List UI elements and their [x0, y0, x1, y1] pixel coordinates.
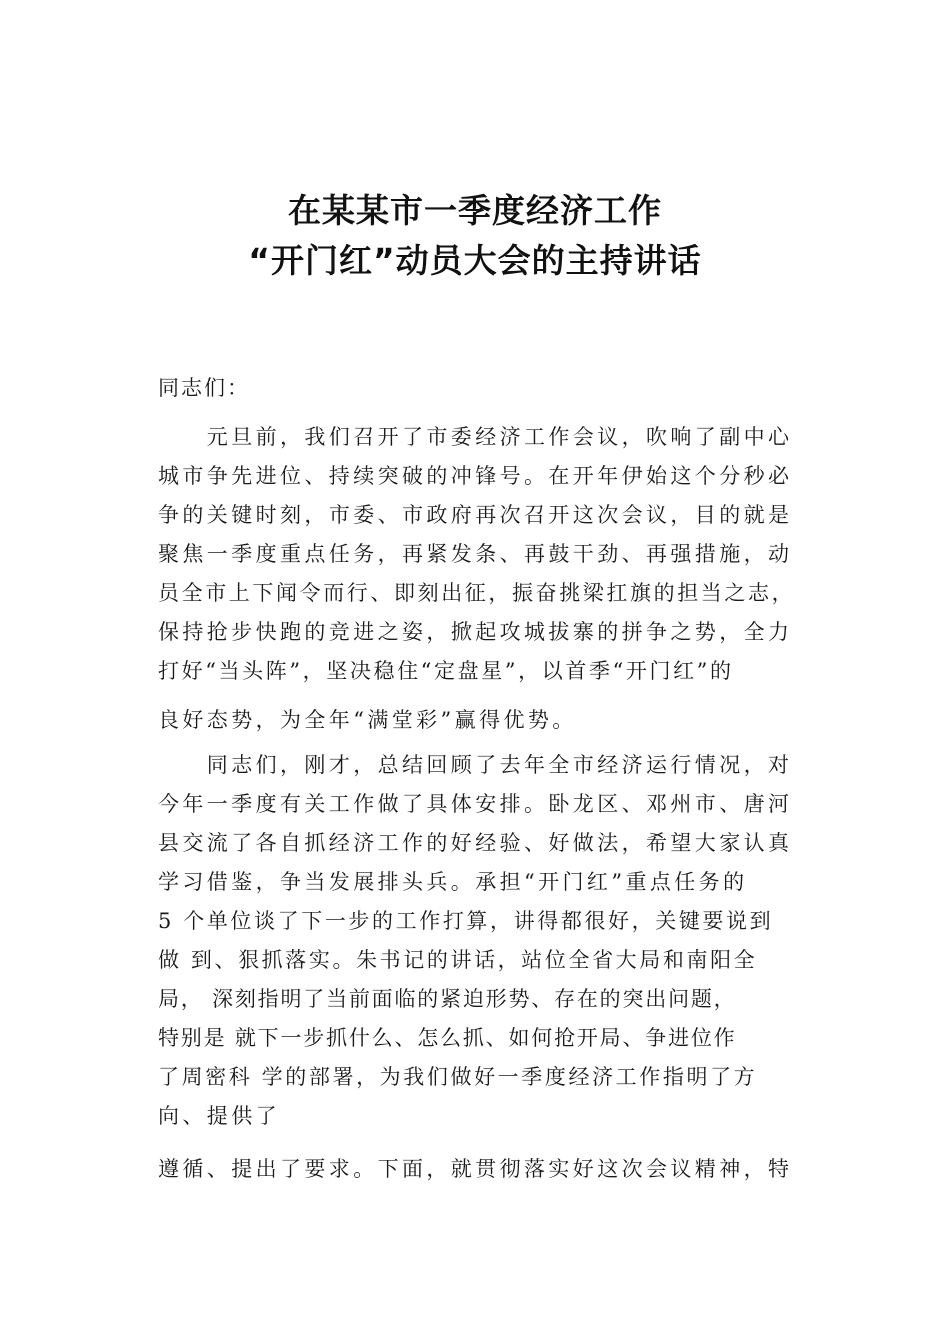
paragraph-line: 遵循、提出了要求。下面，就贯彻落实好这次会议精神，特	[158, 1157, 793, 1181]
paragraph-line: 了周密科 学的部署，为我们做好一季度经济工作指明了方	[158, 1065, 758, 1089]
paragraph-line: 聚焦一季度重点任务，再紧发条、再鼓干劲、再强措施，动	[158, 542, 793, 566]
title-line-2: “开门红”动员大会的主持讲话	[248, 241, 702, 280]
paragraph-line: 争的关键时刻，市委、市政府再次召开这次会议，目的就是	[158, 503, 793, 527]
paragraph-2	[158, 746, 828, 1136]
paragraph-line: 保持抢步快跑的竞进之姿，掀起攻城拔寨的拼争之势，全力	[158, 620, 793, 644]
paragraph-line: 特别是 就下一步抓什么、怎么抓、如何抢开局、争进位作	[158, 1026, 737, 1050]
title-line-1: 在某某市一季度经济工作	[288, 191, 662, 230]
paragraph-line: 员全市上下闻令而行、即刻出征，振奋挑梁扛旗的担当之志，	[158, 581, 796, 605]
paragraph-line: 良好态势，为全年“满堂彩”赢得优势。	[158, 708, 577, 732]
paragraph-3	[158, 1150, 828, 1189]
paragraph-line: 局， 深刻指明了当前面临的紧迫形势、存在的突出问题，	[158, 987, 737, 1011]
paragraph-line: 元旦前，我们召开了市委经济工作会议，吹响了副中心	[158, 425, 793, 449]
paragraph-line: 向、提供了	[158, 1104, 280, 1128]
paragraph-line: 做 到、狠抓落实。朱书记的讲话，站位全省大局和南阳全	[158, 948, 758, 972]
paragraph-line: 城市争先进位、持续突破的冲锋号。在开年伊始这个分秒必	[158, 464, 793, 488]
paragraph-line: 打好“当头阵”，坚决稳住“定盘星”，以首季“开门红”的	[158, 659, 734, 683]
paragraph-line: 县交流了各自抓经济工作的好经验、好做法，希望大家认真	[158, 831, 793, 855]
paragraph-line: 5 个单位谈了下一步的工作打算，讲得都很好，关键要说到	[158, 909, 774, 933]
paragraph-line: 同志们，刚才，总结回顾了去年全市经济运行情况，对	[158, 753, 793, 777]
salutation: 同志们：	[158, 376, 250, 400]
paragraph-line: 学习借鉴，争当发展排头兵。承担“开门红”重点任务的	[158, 870, 748, 894]
paragraph-line: 今年一季度有关工作做了具体安排。卧龙区、邓州市、唐河	[158, 792, 793, 816]
paragraph-1	[158, 418, 828, 740]
document-title	[0, 186, 950, 286]
